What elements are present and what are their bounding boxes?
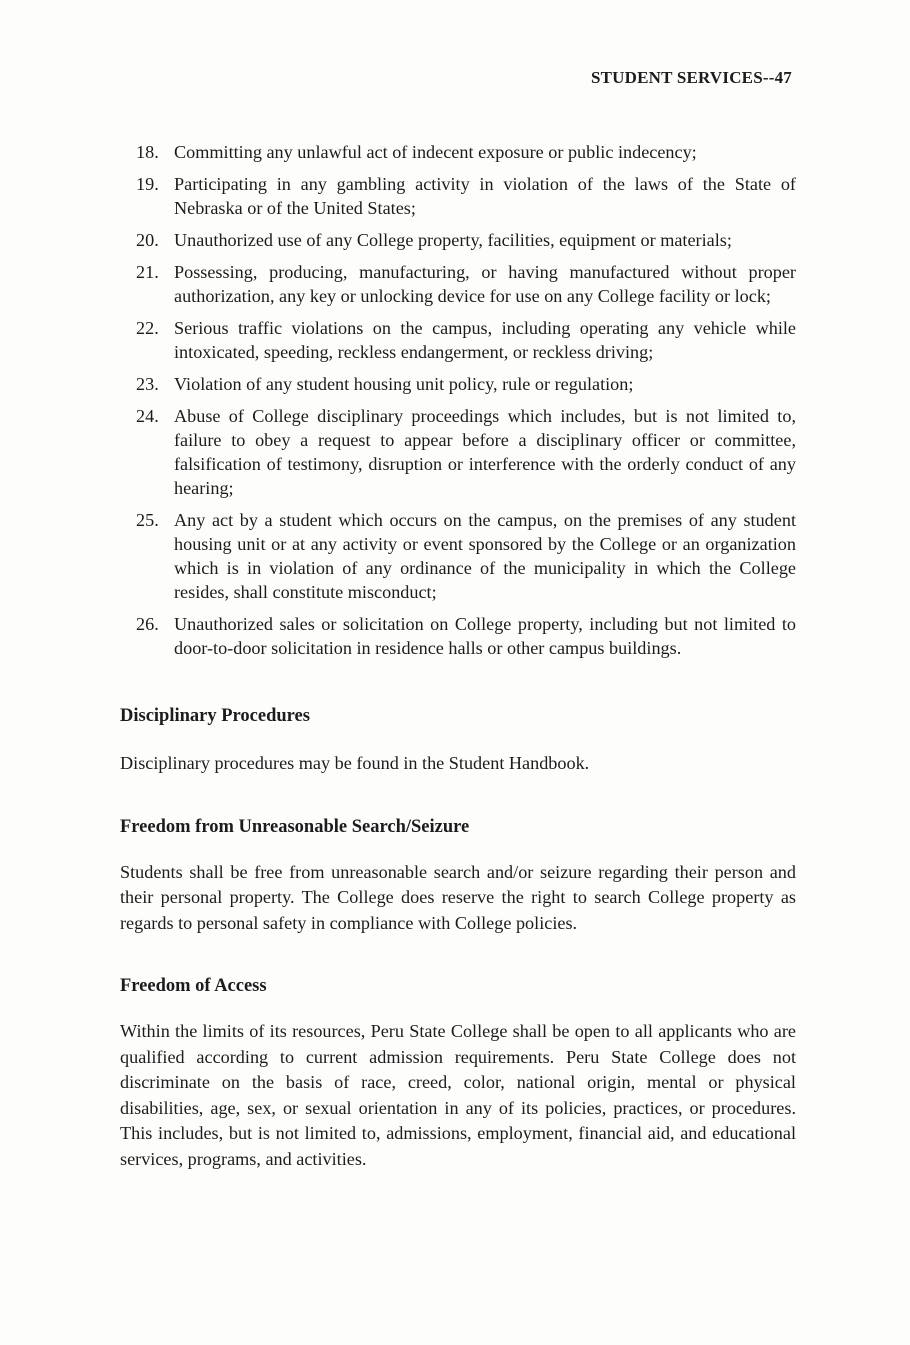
list-item-number: 25. — [136, 510, 159, 530]
list-item-number: 21. — [136, 262, 159, 282]
list-item — [120, 372, 796, 396]
list-item-text: Possessing, producing, manufacturing, or having manufactured without proper authorization, any key or unlocking device for use on any College facility or lock; — [174, 262, 796, 306]
list-item-text: Committing any unlawful act of indecent exposure or public indecency; — [174, 142, 697, 162]
list-item-number: 26. — [136, 614, 159, 634]
list-item — [120, 612, 796, 660]
running-head: STUDENT SERVICES--47 — [590, 68, 792, 87]
list-item-number: 19. — [136, 174, 159, 194]
page-content — [120, 140, 796, 1172]
list-item — [120, 228, 796, 252]
list-item-text: Unauthorized use of any College property, facilities, equipment or materials; — [174, 230, 732, 250]
list-item — [120, 260, 796, 308]
list-item-number: 20. — [136, 230, 159, 250]
list-item — [120, 316, 796, 364]
section-body-search-seizure: Students shall be free from unreasonable search and/or seizure regarding their person and their personal property. The College does reserve the right to search College property as regards to personal safety in compliance with College policies. — [120, 861, 796, 933]
list-item-text: Unauthorized sales or solicitation on College property, including but not limited to door-to-door solicitation in residence halls or other campus buildings. — [174, 614, 796, 658]
list-item-text: Participating in any gambling activity in violation of the laws of the State of Nebraska or of the United States; — [174, 174, 796, 218]
section-heading-freedom-of-access: Freedom of Access — [120, 976, 267, 996]
list-item-text: Serious traffic violations on the campus, including operating any vehicle while intoxicated, speeding, reckless endangerment, or reckless driving; — [174, 318, 796, 362]
list-item-number: 24. — [136, 406, 159, 426]
list-item-number: 22. — [136, 318, 159, 338]
list-item — [120, 140, 796, 164]
section-heading-disciplinary-procedures: Disciplinary Procedures — [120, 706, 310, 726]
list-item-number: 23. — [136, 374, 159, 394]
misconduct-list — [120, 140, 796, 660]
list-item-text: Violation of any student housing unit policy, rule or regulation; — [174, 374, 634, 394]
section-body-freedom-of-access: Within the limits of its resources, Peru State College shall be open to all applicants who are qualified according to current admission requirements. Peru State College does not discriminate on the basis of race, creed, color, national origin, mental or physical disabilities, age, sex, or sexual orientation in any of its policies, practices, or procedures. This includes, but is not limited to, admissions, employment, financial aid, and educational services, programs, and activities. — [120, 1021, 796, 1169]
list-item-text: Abuse of College disciplinary proceedings which includes, but is not limited to, failure to obey a request to appear before a disciplinary officer or committee, falsification of testimony, disruption or interference with the orderly conduct of any hearing; — [174, 406, 796, 498]
list-item-number: 18. — [136, 142, 159, 162]
section-heading-search-seizure: Freedom from Unreasonable Search/Seizure — [120, 816, 470, 837]
section-body-disciplinary-procedures: Disciplinary procedures may be found in the Student Handbook. — [120, 753, 590, 773]
list-item — [120, 508, 796, 604]
list-item — [120, 404, 796, 500]
list-item-text: Any act by a student which occurs on the campus, on the premises of any student housing unit or at any activity or event sponsored by the College or an organization which is in violation of any ordinance of the municipality in which the College resides, shall constitute misconduct; — [174, 510, 796, 602]
list-item — [120, 172, 796, 220]
